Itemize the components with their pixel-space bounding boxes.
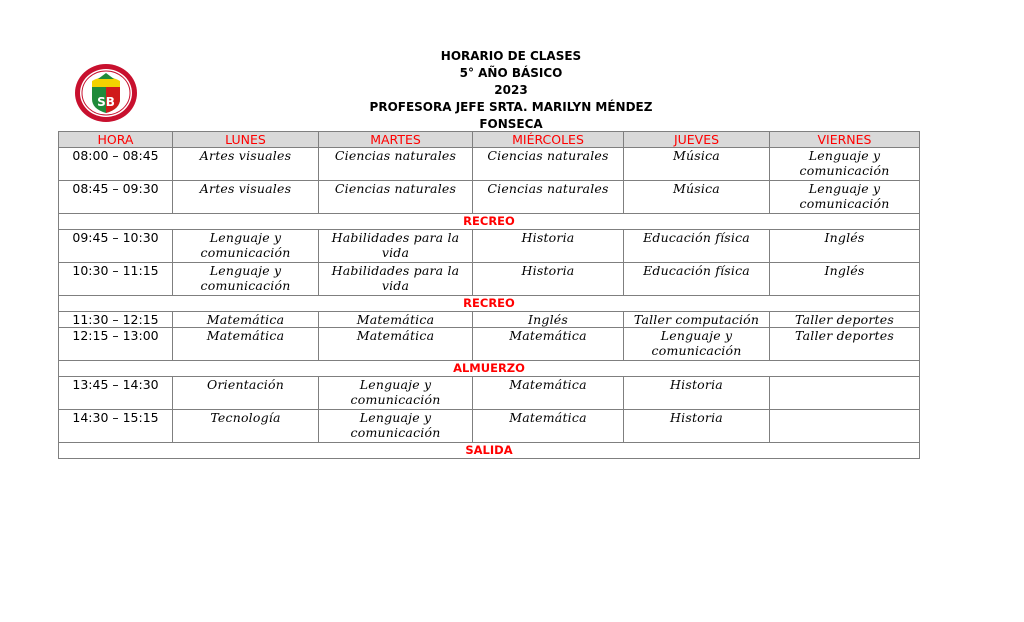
header-year: 2023 [494,83,528,97]
break-label: RECREO [59,214,920,230]
column-header-miercoles: MIÉRCOLES [473,132,624,148]
subject-cell-martes: Lenguaje y comunicación [319,410,473,443]
subject-cell-viernes: Lenguaje y comunicación [770,148,920,181]
subject-cell-lunes: Artes visuales [173,181,319,214]
subject-cell-martes: Ciencias naturales [319,148,473,181]
subject-cell-viernes: Taller deportes [770,328,920,361]
subject-cell-viernes: Inglés [770,230,920,263]
column-header-martes: MARTES [319,132,473,148]
subject-cell-viernes: Inglés [770,263,920,296]
subject-cell-martes: Matemática [319,328,473,361]
column-header-jueves: JUEVES [624,132,770,148]
header-grade: 5° AÑO BÁSICO [459,66,563,80]
column-header-viernes: VIERNES [770,132,920,148]
break-label: ALMUERZO [59,361,920,377]
subject-cell-miercoles: Historia [473,263,624,296]
schedule-row [59,181,920,214]
subject-cell-jueves: Lenguaje y comunicación [624,328,770,361]
subject-cell-miercoles: Matemática [473,410,624,443]
subject-cell-viernes [770,377,920,410]
logo-initials: SB [97,95,115,109]
subject-cell-viernes: Lenguaje y comunicación [770,181,920,214]
subject-cell-jueves: Historia [624,377,770,410]
subject-cell-jueves: Educación física [624,230,770,263]
subject-cell-lunes: Lenguaje y comunicación [173,263,319,296]
break-row [59,296,920,312]
schedule-row [59,328,920,361]
schedule-header-row [59,132,920,148]
subject-cell-lunes: Matemática [173,312,319,328]
schedule-row [59,312,920,328]
subject-cell-viernes [770,410,920,443]
subject-cell-viernes: Taller deportes [770,312,920,328]
time-slot: 13:45 – 14:30 [59,377,173,410]
subject-cell-miercoles: Inglés [473,312,624,328]
subject-cell-martes: Matemática [319,312,473,328]
subject-cell-lunes: Tecnología [173,410,319,443]
time-slot: 08:45 – 09:30 [59,181,173,214]
header-teacher: PROFESORA JEFE SRTA. MARILYN MÉNDEZ FONSECA [369,100,653,131]
header-title: HORARIO DE CLASES [440,49,582,63]
subject-cell-martes: Lenguaje y comunicación [319,377,473,410]
time-slot: 10:30 – 11:15 [59,263,173,296]
time-slot: 08:00 – 08:45 [59,148,173,181]
subject-cell-jueves: Música [624,148,770,181]
schedule-row [59,230,920,263]
school-logo [74,63,138,123]
break-row [59,214,920,230]
subject-cell-jueves: Educación física [624,263,770,296]
subject-cell-jueves: Música [624,181,770,214]
break-row [59,443,920,459]
time-slot: 11:30 – 12:15 [59,312,173,328]
time-slot: 14:30 – 15:15 [59,410,173,443]
column-header-hora: HORA [59,132,173,148]
time-slot: 12:15 – 13:00 [59,328,173,361]
subject-cell-jueves: Taller computación [624,312,770,328]
schedule-table [58,131,920,459]
subject-cell-lunes: Lenguaje y comunicación [173,230,319,263]
schedule-row [59,377,920,410]
column-header-lunes: LUNES [173,132,319,148]
subject-cell-miercoles: Matemática [473,328,624,361]
subject-cell-miercoles: Ciencias naturales [473,148,624,181]
subject-cell-lunes: Matemática [173,328,319,361]
subject-cell-miercoles: Matemática [473,377,624,410]
subject-cell-martes: Habilidades para la vida [319,263,473,296]
document-header [340,48,682,133]
time-slot: 09:45 – 10:30 [59,230,173,263]
subject-cell-martes: Habilidades para la vida [319,230,473,263]
break-label: SALIDA [59,443,920,459]
break-label: RECREO [59,296,920,312]
schedule-row [59,263,920,296]
subject-cell-lunes: Orientación [173,377,319,410]
schedule-row [59,148,920,181]
subject-cell-martes: Ciencias naturales [319,181,473,214]
subject-cell-lunes: Artes visuales [173,148,319,181]
subject-cell-miercoles: Historia [473,230,624,263]
subject-cell-miercoles: Ciencias naturales [473,181,624,214]
schedule-row [59,410,920,443]
subject-cell-jueves: Historia [624,410,770,443]
break-row [59,361,920,377]
